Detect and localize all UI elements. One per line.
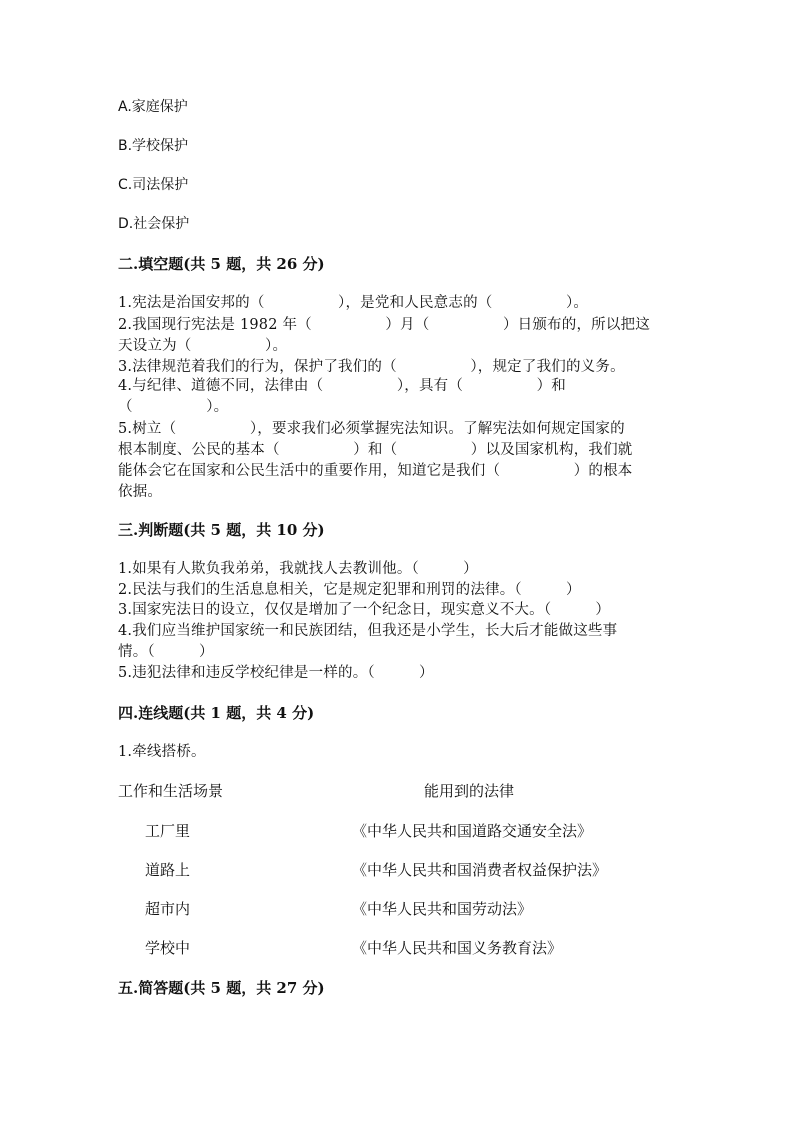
right-column-header: 能用到的法律 [424,782,515,800]
option-a: A.家庭保护 [118,99,188,115]
question-line: 3.法律规范着我们的行为，保护了我们的（ ），规定了我们的义务。 [118,359,625,375]
law-item: 《中华人民共和国义务教育法》 [352,939,563,957]
question-line: 能体会它在国家和公民生活中的重要作用，知道它是我们（ ）的根本 [118,463,633,479]
option-c: C.司法保护 [118,177,189,193]
question-line: 情。（ ） [118,644,214,660]
section-heading: 三.判断题(共 5 题，共 10 分) [118,521,325,539]
question-line: 2.我国现行宪法是 1982 年（ ）月（ ）日颁布的，所以把这 [118,317,650,333]
law-item: 《中华人民共和国道路交通安全法》 [352,822,593,840]
scene-item: 学校中 [145,939,191,957]
question-line: 5.违犯法律和违反学校纪律是一样的。（ ） [118,665,434,681]
section-heading: 二.填空题(共 5 题，共 26 分) [118,255,325,273]
question-line: 1.宪法是治国安邦的（ ），是党和人民意志的（ ）。 [118,295,589,311]
option-d: D.社会保护 [118,216,190,232]
law-item: 《中华人民共和国消费者权益保护法》 [352,861,608,879]
scene-item: 工厂里 [145,822,191,840]
scene-item: 道路上 [145,861,191,879]
law-item: 《中华人民共和国劳动法》 [352,900,533,918]
question-line: 4.与纪律、道德不同，法律由（ ），具有（ ）和 [118,378,566,394]
question-line: 依据。 [118,484,163,500]
section-heading: 四.连线题(共 1 题，共 4 分) [118,704,315,722]
section-heading: 五.简答题(共 5 题，共 27 分) [118,979,325,997]
question-line: 4.我们应当维护国家统一和民族团结，但我还是小学生，长大后才能做这些事 [118,623,618,639]
question-line: 5.树立（ ），要求我们必须掌握宪法知识。了解宪法如何规定国家的 [118,421,625,437]
option-b: B.学校保护 [118,138,189,154]
question-line: 天设立为（ ）。 [118,338,288,354]
question-line: 根本制度、公民的基本（ ）和（ ）以及国家机构，我们就 [118,442,633,458]
left-column-header: 工作和生活场景 [118,782,224,800]
question-line: 1.如果有人欺负我弟弟，我就找人去教训他。（ ） [118,561,478,577]
question-line: 1.牵线搭桥。 [118,744,206,760]
scene-item: 超市内 [145,900,191,918]
question-line: （ ）。 [118,399,229,415]
question-line: 3.国家宪法日的设立，仅仅是增加了一个纪念日，现实意义不大。（ ） [118,602,611,618]
question-line: 2.民法与我们的生活息息相关，它是规定犯罪和刑罚的法律。（ ） [118,582,581,598]
